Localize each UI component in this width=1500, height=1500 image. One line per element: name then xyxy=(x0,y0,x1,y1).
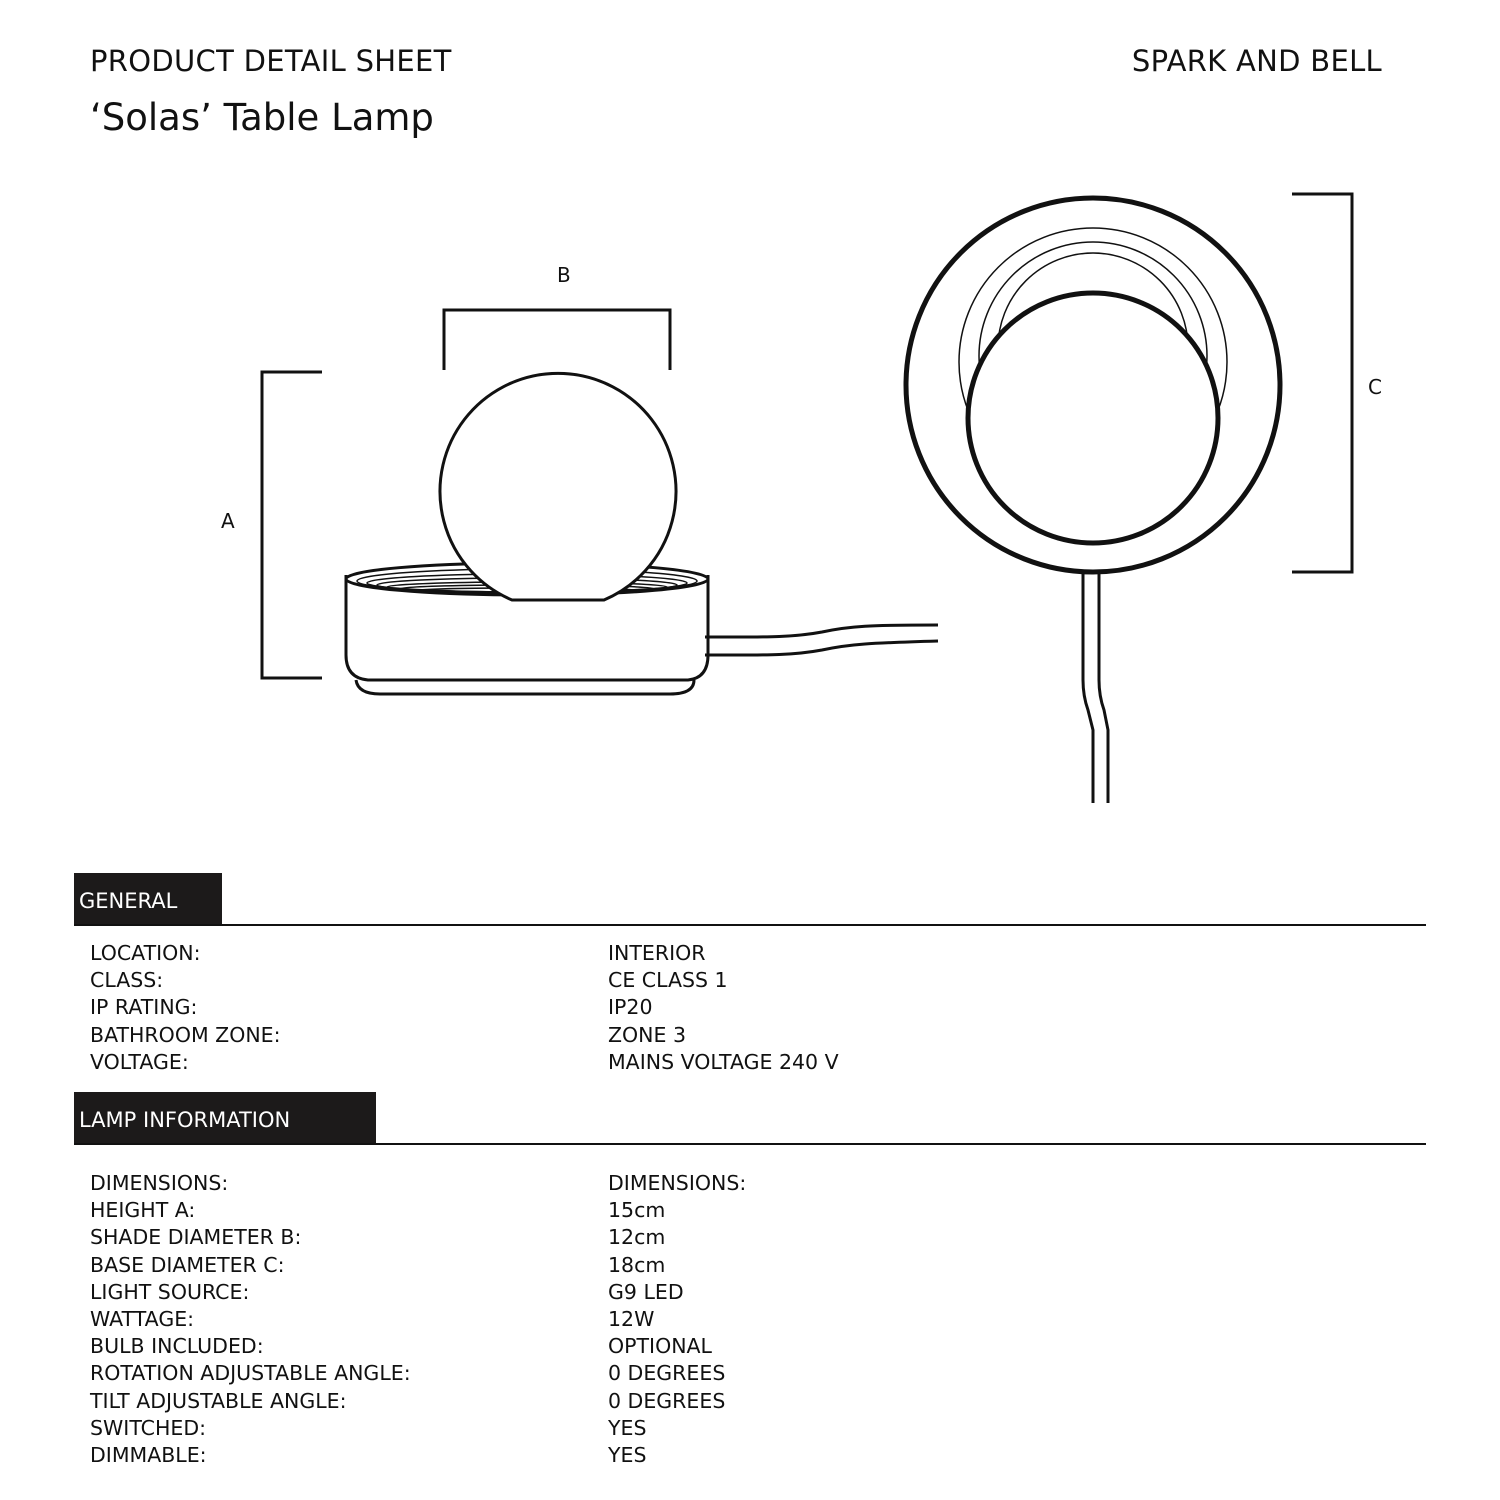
spec-value: MAINS VOLTAGE 240 V xyxy=(608,1049,839,1074)
spec-value: ZONE 3 xyxy=(608,1022,687,1047)
lamp-top-view xyxy=(906,198,1280,572)
spec-label: ROTATION ADJUSTABLE ANGLE: xyxy=(90,1361,411,1386)
spec-row xyxy=(90,1306,1390,1333)
spec-value: YES xyxy=(608,1415,647,1440)
product-name: ‘Solas’ Table Lamp xyxy=(90,96,434,139)
spec-row xyxy=(90,1224,1390,1251)
spec-value: 15cm xyxy=(608,1198,666,1223)
spec-row xyxy=(90,1388,1390,1415)
spec-value: 0 DEGREES xyxy=(608,1388,726,1413)
spec-row xyxy=(90,1022,1390,1049)
dimension-bracket-c xyxy=(1292,194,1352,572)
spec-row xyxy=(90,1049,1390,1076)
section-heading-general: GENERAL xyxy=(74,873,222,925)
spec-row xyxy=(90,1333,1390,1360)
section-divider-lamp-information xyxy=(74,1143,1426,1145)
spec-row xyxy=(90,1442,1390,1469)
spec-label: DIMENSIONS: xyxy=(90,1171,229,1195)
section-divider-general xyxy=(74,924,1426,926)
spec-label: TILT ADJUSTABLE ANGLE: xyxy=(90,1388,347,1413)
spec-row xyxy=(90,940,1390,967)
brand-name: SPARK AND BELL xyxy=(1131,44,1382,78)
document-type-title: PRODUCT DETAIL SHEET xyxy=(90,44,452,78)
spec-value: 12W xyxy=(608,1306,655,1331)
section-heading-lamp-information: LAMP INFORMATION xyxy=(74,1092,376,1144)
spec-value: 12cm xyxy=(608,1225,666,1250)
spec-label: IP RATING: xyxy=(90,995,198,1020)
spec-value: INTERIOR xyxy=(608,941,706,965)
spec-row xyxy=(90,1170,1390,1197)
spec-label: SWITCHED: xyxy=(90,1415,207,1440)
power-cable-side xyxy=(705,625,938,655)
spec-value: 18cm xyxy=(608,1252,666,1277)
spec-label: BATHROOM ZONE: xyxy=(90,1022,281,1047)
spec-label: VOLTAGE: xyxy=(90,1049,189,1074)
spec-label: HEIGHT A: xyxy=(90,1198,196,1223)
spec-value: DIMENSIONS: xyxy=(608,1171,747,1195)
spec-value: YES xyxy=(608,1442,647,1467)
spec-row xyxy=(90,967,1390,994)
spec-value: IP20 xyxy=(608,995,653,1020)
spec-value: 0 DEGREES xyxy=(608,1361,726,1386)
dimension-bracket-b xyxy=(444,310,670,370)
spec-row xyxy=(90,1279,1390,1306)
globe-shade-side xyxy=(440,373,676,600)
lamp-information-spec-list xyxy=(90,1170,1390,1469)
spec-label: SHADE DIAMETER B: xyxy=(90,1225,302,1250)
spec-value: OPTIONAL xyxy=(608,1334,712,1359)
spec-label: BASE DIAMETER C: xyxy=(90,1252,285,1277)
spec-label: CLASS: xyxy=(90,968,164,993)
spec-value: G9 LED xyxy=(608,1279,684,1304)
power-cable-top xyxy=(1083,570,1108,803)
spec-row xyxy=(90,1360,1390,1387)
dimension-label-c: C xyxy=(1368,375,1382,399)
dimension-label-b: B xyxy=(557,263,571,287)
spec-label: LOCATION: xyxy=(90,941,201,965)
spec-label: WATTAGE: xyxy=(90,1306,195,1331)
spec-row xyxy=(90,1415,1390,1442)
dimension-label-a: A xyxy=(221,509,235,533)
dimension-bracket-a xyxy=(262,372,322,678)
spec-row xyxy=(90,1252,1390,1279)
spec-label: BULB INCLUDED: xyxy=(90,1334,264,1359)
spec-value: CE CLASS 1 xyxy=(608,968,728,993)
spec-label: LIGHT SOURCE: xyxy=(90,1279,250,1304)
general-spec-list xyxy=(90,940,1390,1076)
spec-label: DIMMABLE: xyxy=(90,1442,207,1467)
spec-row xyxy=(90,994,1390,1021)
spec-row xyxy=(90,1197,1390,1224)
